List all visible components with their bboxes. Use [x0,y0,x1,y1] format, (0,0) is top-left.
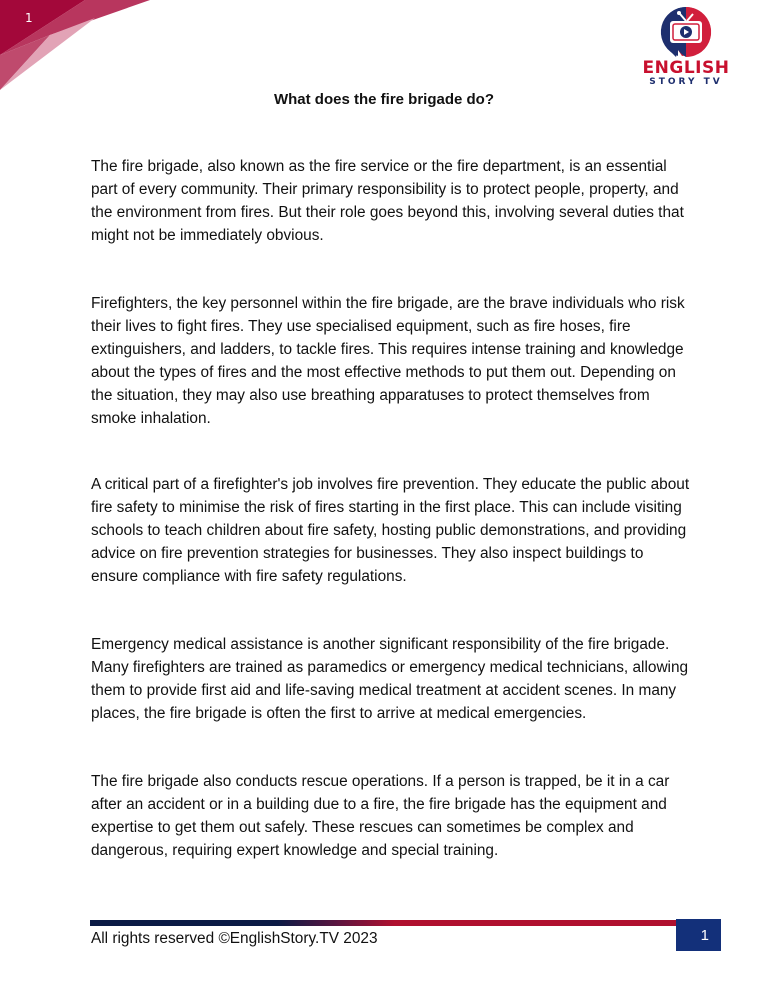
paragraph-prevention: A critical part of a firefighter's job involves fire prevention. They educate the public about fire safety to minimise the risk of fires starting in the first place. This can include visiting schools to teach children about fire safety, hosting public demonstrations, and providing advice on fire prevention strategies for businesses. They also inspect buildings to ensure compliance with fire safety regulations. [91,476,690,585]
paragraph-rescue: The fire brigade also conducts rescue operations. If a person is trapped, be it in a car after an accident or in a building due to a fire, the fire brigade has the equipment and expertise to get them out safely. These rescues can sometimes be complex and dangerous, requiring expert knowledge and special training. [91,773,670,859]
logo-text-english: ENGLISH [642,58,730,78]
paragraph-firefighters: Firefighters, the key personnel within the fire brigade, are the brave individuals who risk their lives to fight fires. They use specialised equipment, such as fire hoses, fire extinguishers, and ladders, to tackle fires. This requires intense training and knowledge about the types of fires and the most effective methods to put them out. Depending on the situation, they may also use breathing apparatuses to protect themselves from smoke inhalation. [91,295,685,427]
page-title: What does the fire brigade do? [273,91,494,108]
tv-play-icon [636,4,736,62]
footer-divider [90,920,676,926]
corner-triangles-icon [0,0,150,95]
page-number: 1 [700,926,709,944]
logo-text-story-tv: STORY TV [649,77,723,87]
paragraph-intro: The fire brigade, also known as the fire service or the fire department, is an essential part of every community. Their primary responsibility is to protect people, property, and the environment from fires. But their role goes beyond this, involving several duties that might not be immediately obvious. [91,158,684,244]
corner-page-number: 1 [25,11,33,25]
page-number-badge [676,919,721,951]
english-story-tv-logo [636,4,736,90]
document-body [91,155,691,907]
corner-decoration [0,0,150,95]
paragraph-medical: Emergency medical assistance is another significant responsibility of the fire brigade. Many firefighters are trained as paramedics or emergency medical technicians, allowing them to provide first aid and life-saving medical treatment at accident scenes. In many places, the fire brigade is often the first to arrive at medical emergencies. [91,636,689,722]
footer-copyright: All rights reserved ©EnglishStory.TV 2023 [91,930,378,947]
